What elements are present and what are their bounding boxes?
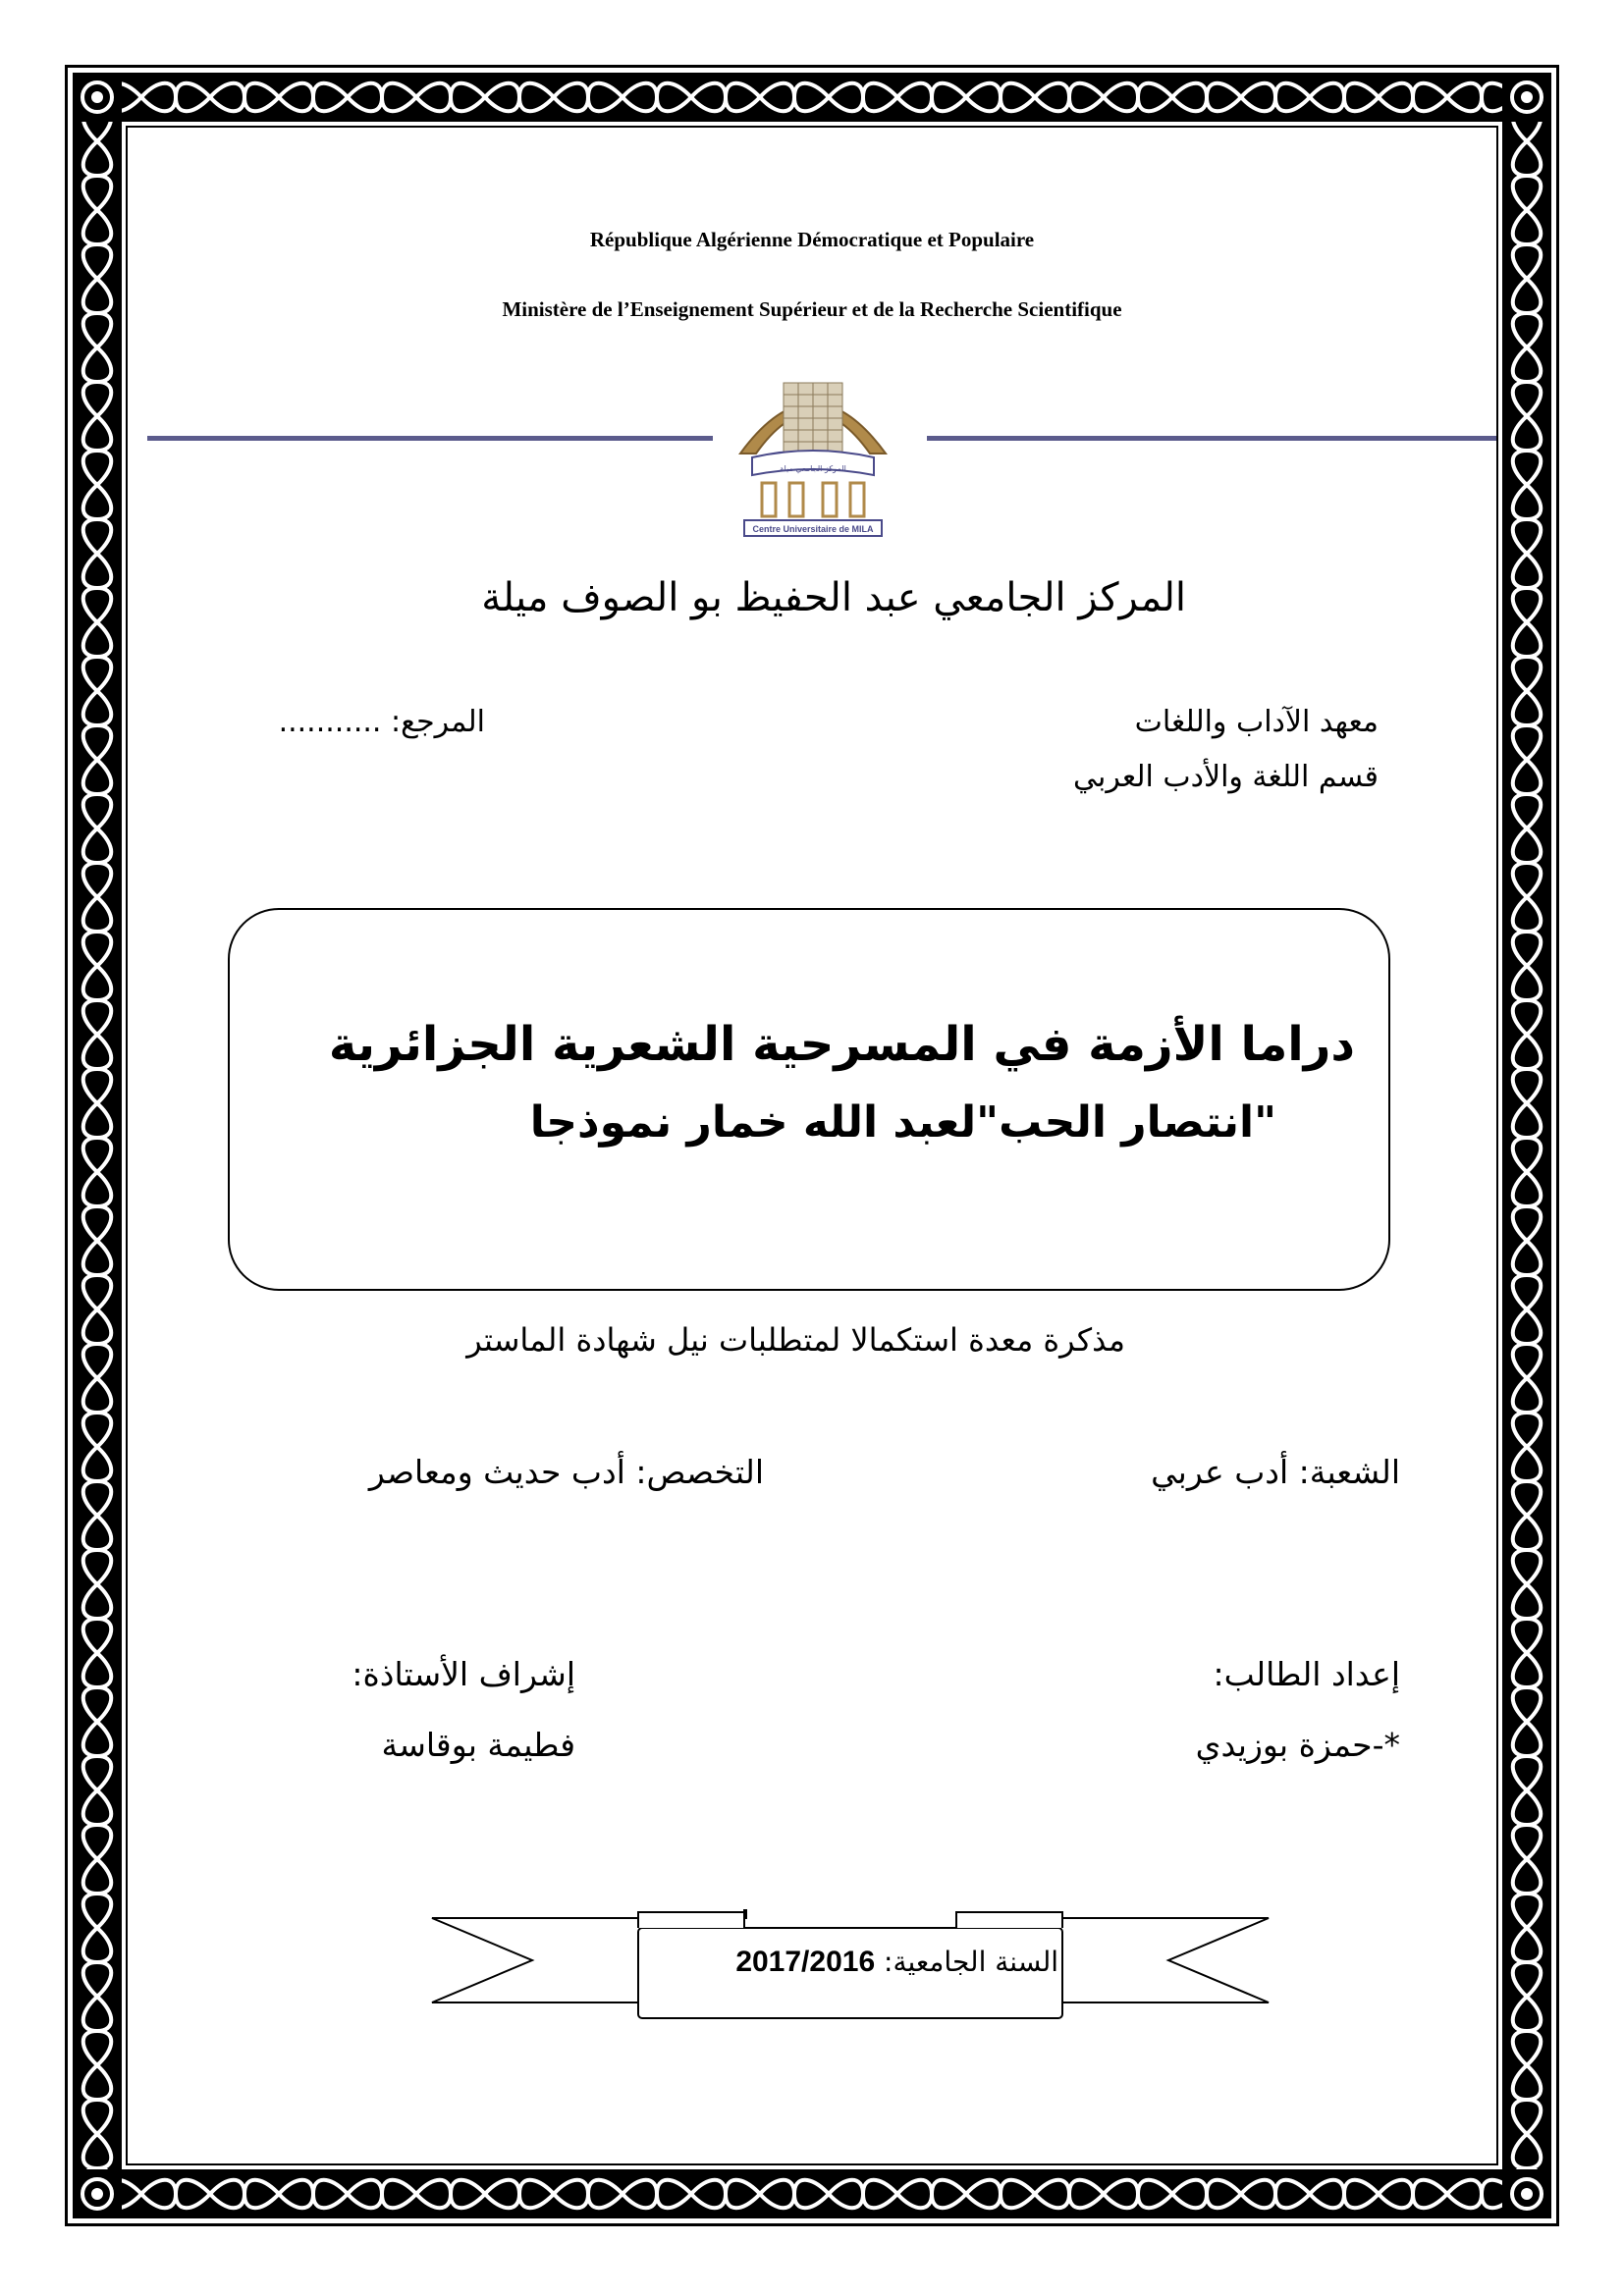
corner-ornament-bottom-right <box>1502 2169 1551 2218</box>
supervisor-label: إشراف الأستاذة: <box>352 1655 575 1693</box>
chain-pattern-right <box>1502 73 1551 2218</box>
left-border-band <box>73 73 122 2218</box>
thesis-title-line2: "انتصار الحب"لعبد الله خمار نموذجا <box>529 1097 1276 1148</box>
university-logo <box>732 359 893 540</box>
bottom-border-band <box>73 2169 1551 2218</box>
corner-ornament-top-right <box>1502 73 1551 122</box>
republic-heading: République Algérienne Démocratique et Populaire <box>589 228 1035 251</box>
specialty-field: التخصص: أدب حديث ومعاصر <box>368 1453 764 1491</box>
left-header-rule <box>147 436 713 441</box>
institute-name: معهد الآداب واللغات <box>1134 705 1379 739</box>
thesis-title-line1: دراما الأزمة في المسرحية الشعرية الجزائرية <box>328 1017 1355 1072</box>
academic-year-value: 2017/2016 <box>735 1946 876 1978</box>
top-border-band <box>73 73 1551 122</box>
chain-pattern-top <box>73 73 1551 122</box>
thesis-purpose: مذكرة معدة استكمالا لمتطلبات نيل شهادة الماستر <box>466 1321 1125 1359</box>
reference-field: المرجع: ........... <box>278 705 485 739</box>
student-name: *-حمزة بوزيدي <box>1195 1726 1400 1764</box>
logo-caption: Centre Universitaire de MILA <box>752 524 874 534</box>
right-border-band <box>1502 73 1551 2218</box>
right-header-rule <box>927 436 1496 441</box>
chain-pattern-bottom <box>73 2169 1551 2218</box>
department-name: قسم اللغة والأدب العربي <box>1072 760 1379 794</box>
logo-arabic-caption: المركز الجامعي ميلة <box>780 464 846 473</box>
corner-ornament-bottom-left <box>73 2169 122 2218</box>
institution-name: المركز الجامعي عبد الحفيظ بو الصوف ميلة <box>481 575 1186 620</box>
branch-field: الشعبة: أدب عربي <box>1151 1453 1400 1491</box>
prepared-by-label: إعداد الطالب: <box>1213 1655 1400 1693</box>
university-building-logo-icon <box>732 359 893 540</box>
ministry-heading: Ministère de l’Enseignement Supérieur et de la Recherche Scientifique <box>502 297 1122 321</box>
chain-pattern-left <box>73 73 122 2218</box>
supervisor-name: فطيمة بوقاسة <box>381 1726 575 1764</box>
academic-year <box>735 1946 1058 1979</box>
academic-year-label: السنة الجامعية: <box>884 1946 1058 1978</box>
corner-ornament-top-left <box>73 73 122 122</box>
